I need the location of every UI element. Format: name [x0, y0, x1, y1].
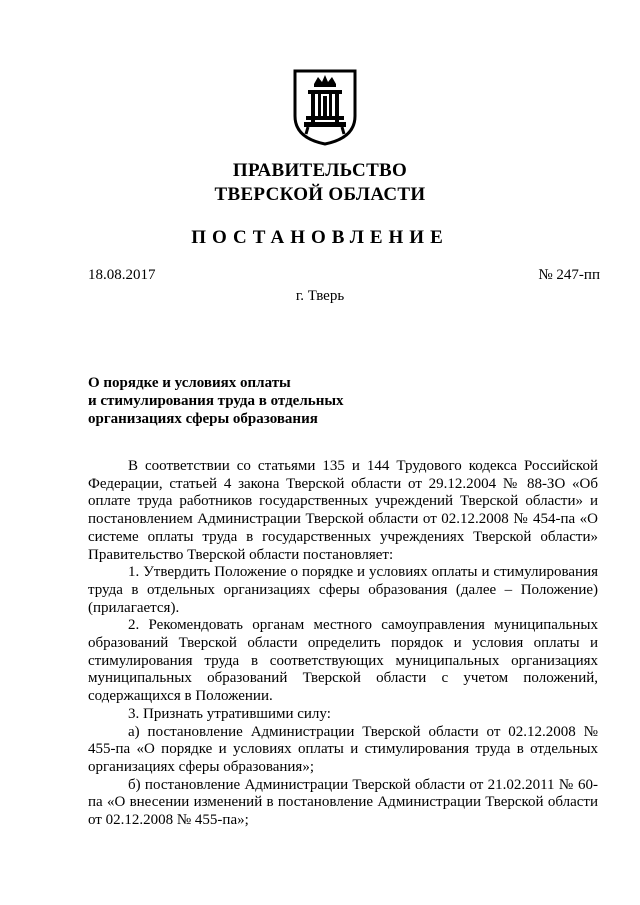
body-item-1: 1. Утвердить Положение о порядке и условиях оплаты и стимулирования труда в отдельных организациях сферы образования (далее – Положение) (прилагается).: [88, 564, 598, 616]
document-type-title: ПОСТАНОВЛЕНИЕ: [191, 227, 449, 248]
body-item-3: 3. Признать утратившими силу:: [128, 705, 331, 722]
document-body: [88, 458, 598, 830]
body-item-3b: б) постановление Администрации Тверской области от 21.02.2011 № 60-па «О внесении изменений в постановление Администрации Тверской области от 02.12.2008 № 455-па»;: [88, 776, 598, 829]
document-subject: [88, 374, 348, 428]
subject-line3: организациях сферы образования: [88, 411, 318, 427]
body-item-2: 2. Рекомендовать органам местного самоуправления муниципальных образований Тверской области определить порядок и условия оплаты и стимулирования труда в соответствующих муниципальных организациях муниципальных образований Тверской области с учетом положений, содержащихся в Положении.: [88, 617, 598, 705]
tver-coat-of-arms-icon: [292, 68, 358, 146]
document-city: г. Тверь: [295, 288, 345, 304]
document-number: № 247-пп: [538, 267, 600, 283]
subject-line2: и стимулирования труда в отдельных: [88, 393, 344, 409]
body-item-3a: а) постановление Администрации Тверской области от 02.12.2008 № 455-па «О порядке и условиях оплаты и стимулирования труда в отдельных организациях сферы образования»;: [88, 723, 598, 775]
body-intro-paragraph: В соответствии со статьями 135 и 144 Трудового кодекса Российской Федерации, статьей 4 закона Тверской области от 29.12.2004 № 88-ЗО «Об оплате труда работников государственных учреждений Тверской области» и постановлением Администрации Тверской области от 02.12.2008 № 454-па «О системе оплаты труда в государственных учреждениях Тверской области» Правительство Тверской области постановляет:: [88, 458, 598, 563]
government-title-line1: ПРАВИТЕЛЬСТВО: [232, 160, 408, 181]
government-title-line2: ТВЕРСКОЙ ОБЛАСТИ: [214, 184, 426, 205]
subject-line1: О порядке и условиях оплаты: [88, 375, 291, 391]
document-date: 18.08.2017: [88, 267, 156, 283]
